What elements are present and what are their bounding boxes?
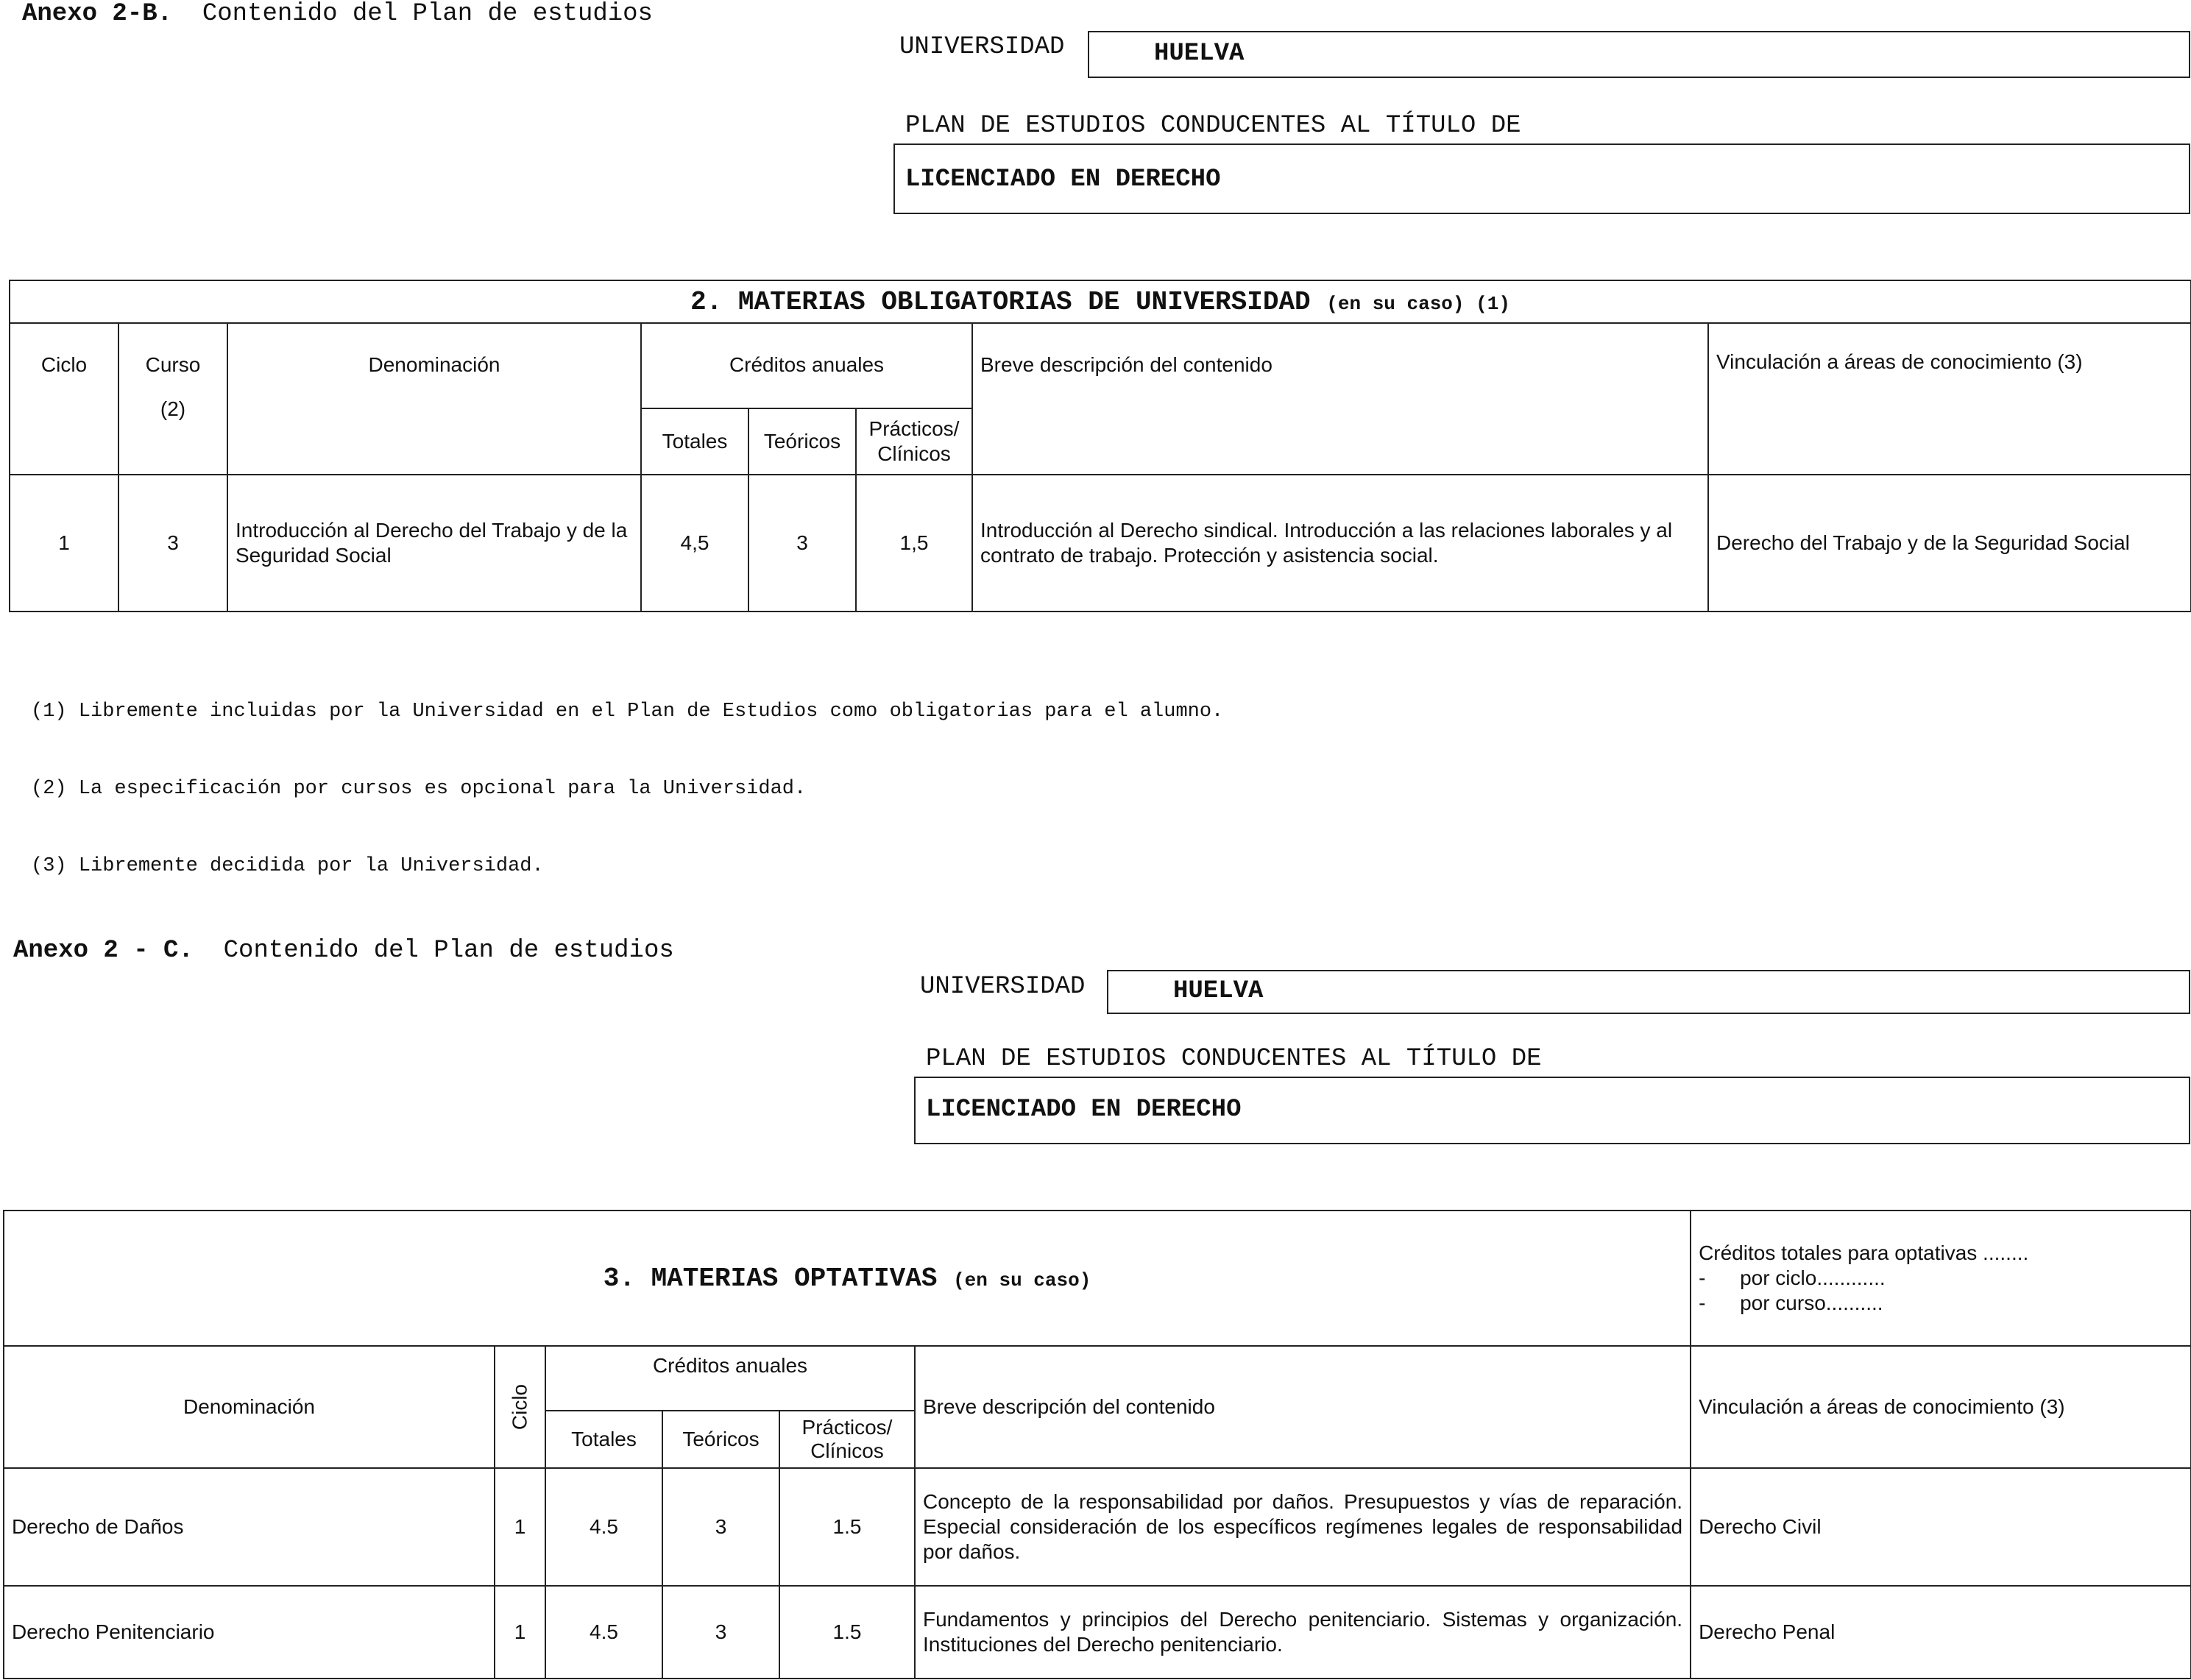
- table-row: [10, 475, 2191, 612]
- header-totales: Totales: [545, 1411, 662, 1468]
- annex-b-plan-label: PLAN DE ESTUDIOS CONDUCENTES AL TÍTULO DE: [905, 112, 1521, 140]
- annex-c-degree-value: LICENCIADO EN DERECHO: [926, 1096, 1242, 1124]
- cell-totales: 4.5: [545, 1586, 662, 1679]
- cell-practicos: 1,5: [856, 475, 972, 612]
- annex-c-title-row: [4, 1211, 2191, 1346]
- header-denominacion: Denominación: [4, 1346, 495, 1468]
- annex-b-notes: [31, 648, 1223, 905]
- table-row: [4, 1586, 2191, 1679]
- header-denominacion: Denominación: [227, 323, 641, 475]
- header-descripcion: Breve descripción del contenido: [915, 1346, 1691, 1468]
- annex-b-degree-value: LICENCIADO EN DERECHO: [905, 166, 1221, 194]
- header-curso-note: (2): [160, 397, 186, 420]
- annex-c-header-row: [4, 1346, 2191, 1411]
- annex-b-table-title-text: 2. MATERIAS OBLIGATORIAS DE UNIVERSIDAD: [690, 286, 1311, 317]
- annex-b-degree-box: [893, 143, 2190, 214]
- note-1: (1) Libremente incluidas por la Universidad en el Plan de Estudios como obligatorias para el alumno.: [31, 701, 1224, 723]
- header-curso: [118, 323, 227, 475]
- cell-totales: 4.5: [545, 1468, 662, 1586]
- annex-b-table: [9, 280, 2191, 612]
- annex-c-table-title-text: 3. MATERIAS OPTATIVAS: [603, 1263, 938, 1294]
- note-3: (3) Libremente decidida por la Universidad.: [31, 855, 544, 877]
- annex-b-university-box: [1088, 31, 2190, 78]
- note-2: (2) La especificación por cursos es opcional para la Universidad.: [31, 778, 807, 800]
- annex-c-university-label: UNIVERSIDAD: [920, 973, 1086, 1001]
- header-ciclo-label: Ciclo: [508, 1383, 531, 1431]
- header-creditos: Créditos anuales: [545, 1346, 915, 1411]
- cell-denominacion: Introducción al Derecho del Trabajo y de la Seguridad Social: [227, 475, 641, 612]
- annex-c-heading: [13, 937, 674, 965]
- header-ciclo: [495, 1346, 545, 1468]
- header-teoricos: Teóricos: [748, 408, 856, 475]
- table-row: [4, 1468, 2191, 1586]
- annex-b-university-value: HUELVA: [1154, 40, 1245, 68]
- annex-b-university-label: UNIVERSIDAD: [899, 33, 1065, 61]
- cell-vinculacion: Derecho Penal: [1691, 1586, 2191, 1679]
- cell-descripcion: Introducción al Derecho sindical. Introducción a las relaciones laborales y al contrato de trabajo. Protección y asistencia social.: [972, 475, 1708, 612]
- annex-b-heading-label: Anexo 2-B.: [22, 0, 173, 28]
- cell-denominacion: Derecho Penitenciario: [4, 1586, 495, 1679]
- header-teoricos: Teóricos: [662, 1411, 779, 1468]
- header-practicos: Prácticos/ Clínicos: [779, 1411, 915, 1468]
- annex-b-header-row: [10, 323, 2191, 408]
- annex-b-table-title-small: (en su caso) (1): [1326, 292, 1510, 315]
- annex-c-university-box: [1107, 970, 2190, 1014]
- credits-summary-total: Créditos totales para optativas ........: [1699, 1241, 2029, 1264]
- cell-teoricos: 3: [662, 1468, 779, 1586]
- annex-c-heading-text: Contenido del Plan de estudios: [223, 937, 674, 965]
- credits-summary-ciclo: - por ciclo............: [1699, 1266, 1886, 1289]
- credits-summary: [1691, 1211, 2191, 1346]
- annex-c-degree-box: [914, 1077, 2190, 1144]
- annex-b-table-title: [10, 280, 2191, 323]
- annex-b-heading-text: Contenido del Plan de estudios: [202, 0, 653, 28]
- header-ciclo: Ciclo: [10, 323, 118, 475]
- annex-c-table-title-small: (en su caso): [953, 1269, 1091, 1291]
- header-totales: Totales: [641, 408, 748, 475]
- cell-teoricos: 3: [662, 1586, 779, 1679]
- cell-teoricos: 3: [748, 475, 856, 612]
- cell-vinculacion: Derecho del Trabajo y de la Seguridad Social: [1708, 475, 2191, 612]
- cell-curso: 3: [118, 475, 227, 612]
- cell-practicos: 1.5: [779, 1468, 915, 1586]
- header-vinculacion: Vinculación a áreas de conocimiento (3): [1691, 1346, 2191, 1468]
- annex-c-table: [3, 1210, 2191, 1679]
- annex-c-plan-label: PLAN DE ESTUDIOS CONDUCENTES AL TÍTULO DE: [926, 1045, 1542, 1073]
- annex-c-table-title: [4, 1211, 1691, 1346]
- annex-b-heading: [22, 0, 653, 28]
- cell-practicos: 1.5: [779, 1586, 915, 1679]
- cell-totales: 4,5: [641, 475, 748, 612]
- annex-c-heading-label: Anexo 2 - C.: [13, 937, 194, 965]
- header-creditos: Créditos anuales: [641, 323, 972, 408]
- cell-descripcion: Fundamentos y principios del Derecho penitenciario. Sistemas y organización. Instituciones del Derecho penitenciario.: [915, 1586, 1691, 1679]
- header-practicos: Prácticos/ Clínicos: [856, 408, 972, 475]
- annex-c-university-value: HUELVA: [1173, 977, 1264, 1005]
- cell-ciclo: 1: [495, 1586, 545, 1679]
- header-vinculacion: Vinculación a áreas de conocimiento (3): [1708, 323, 2191, 475]
- cell-ciclo: 1: [495, 1468, 545, 1586]
- annex-b-title-row: [10, 280, 2191, 323]
- cell-descripcion: Concepto de la responsabilidad por daños. Presupuestos y vías de reparación. Especial consideración de los específicos regímenes legales de responsabilidad por daños.: [915, 1468, 1691, 1586]
- cell-ciclo: 1: [10, 475, 118, 612]
- cell-vinculacion: Derecho Civil: [1691, 1468, 2191, 1586]
- cell-denominacion: Derecho de Daños: [4, 1468, 495, 1586]
- header-curso-label: Curso: [145, 353, 201, 376]
- credits-summary-curso: - por curso..........: [1699, 1291, 1883, 1314]
- header-descripcion: Breve descripción del contenido: [972, 323, 1708, 475]
